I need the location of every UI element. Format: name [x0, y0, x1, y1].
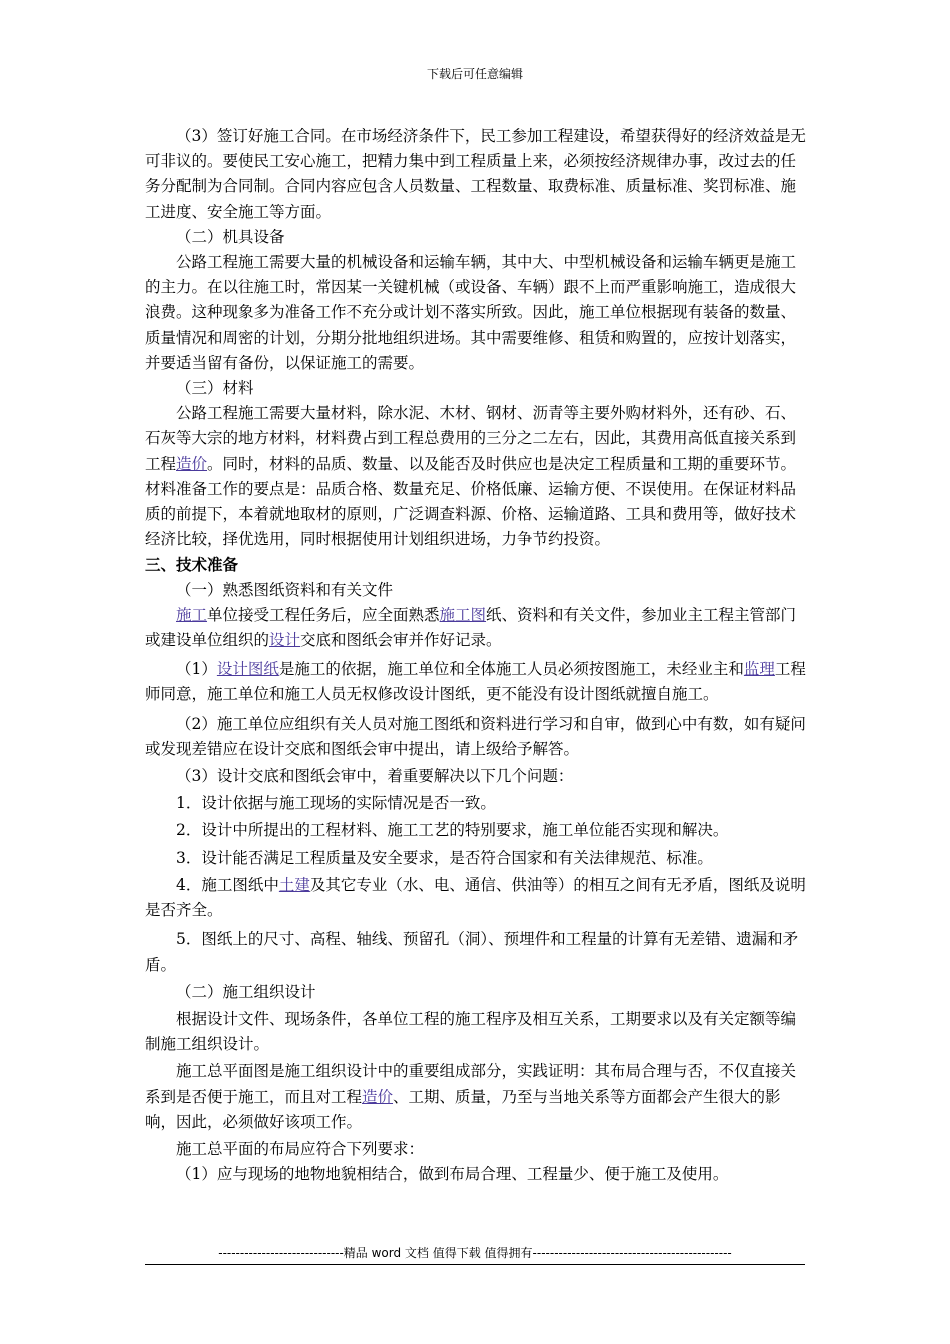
paragraph-contract: （3）签订好施工合同。在市场经济条件下，民工参加工程建设，希望获得好的经济效益是无可非议的。要使民工安心施工，把精力集中到工程质量上来，必须按经济规律办事，改过去的任务分配制为合同制。合同内容应包含人员数量、工程数量、取费标准、质量标准、奖罚标准、施工进度、安全施工等方面。: [145, 127, 806, 221]
link-sheji[interactable]: 设计: [269, 631, 301, 650]
text: 。同时，材料的品质、数量、以及能否及时供应也是决定工程质量和工期的重要环节。材料准备工作的要点是：品质合格、数量充足、价格低廉、运输方便、不误使用。在保证材料品质的前提下，本着就地取材的原则，广泛调查料源、价格、运输道路、工具和费用等，做好技术经济比较，择优选用，同时根据使用计划组织进场，力争节约投资。: [145, 454, 797, 549]
link-zaojia[interactable]: 造价: [176, 454, 208, 473]
list-item: [145, 873, 810, 923]
heading-drawings: （一）熟悉图纸资料和有关文件: [176, 580, 394, 599]
paragraph-layout-1: （1）应与现场的地物地貌相结合，做到布局合理、工程量少、便于施工及使用。: [176, 1165, 729, 1184]
section-title-tech-prep: 三、技术准备: [145, 555, 239, 575]
list-item: 1．设计依据与施工现场的实际情况是否一致。: [176, 794, 496, 813]
page-header: 下载后可任意编辑: [426, 67, 523, 81]
list-item: 2．设计中所提出的工程材料、施工工艺的特别要求，施工单位能否实现和解决。: [176, 821, 729, 840]
text: 工程师同意，施工单位和施工人员无权修改设计图纸，更不能没有设计图纸就擅自施工。: [145, 660, 806, 704]
list-item: 3．设计能否满足工程质量及安全要求，是否符合国家和有关法律规范、标准。: [176, 848, 713, 867]
link-shigongtu[interactable]: 施工图: [439, 605, 487, 624]
text: 4．施工图纸中: [176, 875, 279, 894]
link-tujian[interactable]: 土建: [278, 875, 310, 894]
heading-machinery: （二）机具设备: [176, 227, 285, 246]
text: 公路工程施工需要大量材料，除水泥、木材、钢材、沥青等主要外购材料外，还有砂、石、石灰等大宗的地方材料，材料费占到工程总费用的三分之二左右，因此，其费用高低直接关系到工程: [145, 404, 797, 473]
link-zaojia-2[interactable]: 造价: [362, 1087, 394, 1106]
heading-materials: （三）材料: [176, 379, 254, 398]
paragraph-layout: 施工总平面的布局应符合下列要求：: [176, 1139, 425, 1158]
text: 单位接受工程任务后，应全面熟悉: [207, 605, 440, 624]
paragraph-drawings: [145, 603, 810, 653]
text: 施工总平面图是施工组织设计中的重要组成部分，实践证明：其布局合理与否，不仅直接关系到是否便于施工，而且对工程: [145, 1062, 797, 1106]
link-shigong[interactable]: 施工: [176, 605, 208, 624]
text: 、工期、质量，乃至与当地关系等方面都会产生很大的影响，因此，必须做好该项工作。: [145, 1087, 781, 1131]
paragraph-organization: 根据设计文件、现场条件，各单位工程的施工程序及相互关系，工期要求以及有关定额等编制施工组织设计。: [145, 1009, 797, 1054]
document-body: [145, 124, 810, 1187]
list-item: 5．图纸上的尺寸、高程、轴线、预留孔（洞）、预埋件和工程量的计算有无差错、遗漏和矛盾。: [145, 930, 799, 974]
paragraph-site-plan: [145, 1059, 810, 1135]
text: 是施工的依据，施工单位和全体施工人员必须按图施工，未经业主和: [278, 660, 744, 679]
link-jianli[interactable]: 监理: [743, 660, 775, 679]
paragraph-drawings-2: （2）施工单位应组织有关人员对施工图纸和资料进行学习和自审，做到心中有数，如有疑问或发现差错应在设计交底和图纸会审中提出，请上级给予解答。: [145, 714, 806, 758]
paragraph-machinery: 公路工程施工需要大量的机械设备和运输车辆，其中大、中型机械设备和运输车辆更是施工的主力。在以往施工时，常因某一关键机械（或设备、车辆）跟不上而严重影响施工，造成很大浪费。这种现象多为准备工作不充分或计划不落实所致。因此，施工单位根据现有装备的数量、质量情况和周密的计划，分期分批地组织进场。其中需要维修、租赁和购置的，应按计划落实，并要适当留有备份，以保证施工的需要。: [145, 253, 797, 372]
paragraph-materials: [145, 401, 810, 552]
link-shejituzhi[interactable]: 设计图纸: [216, 660, 279, 679]
paragraph-drawings-1: [145, 657, 810, 707]
heading-organization: （二）施工组织设计: [176, 982, 316, 1001]
text: 及其它专业（水、电、通信、供油等）的相互之间有无矛盾，图纸及说明是否齐全。: [145, 875, 806, 920]
paragraph-drawings-3: （3）设计交底和图纸会审中，着重要解决以下几个问题：: [176, 767, 574, 786]
page-footer: -----------------------------精品 word 文档 值得下载 值得拥有----------------------------------------------: [145, 1244, 805, 1265]
text: 纸、资料和有关文件，参加业主工程主管部门或建设单位组织的: [145, 605, 797, 650]
text: （1）: [176, 660, 217, 679]
text: 交底和图纸会审并作好记录。: [300, 631, 502, 650]
